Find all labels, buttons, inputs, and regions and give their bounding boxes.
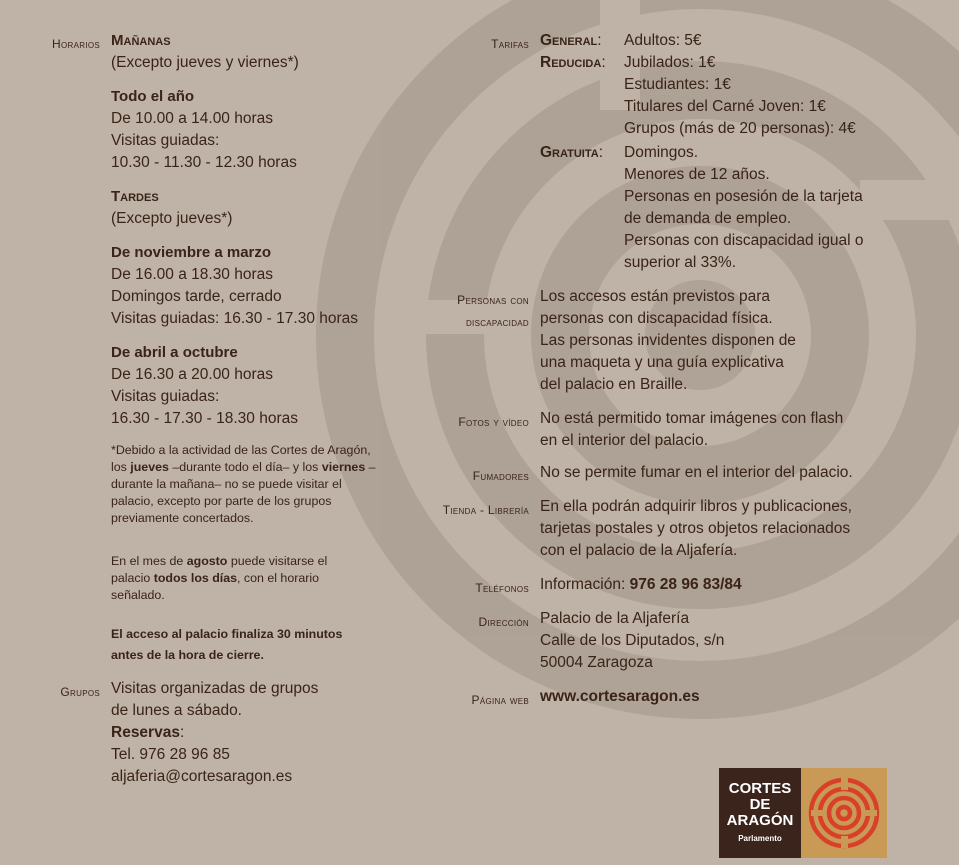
- gratuita-value: superior al 33%.: [624, 254, 737, 271]
- telefonos-value: Información: 976 28 96 83/84: [540, 576, 742, 593]
- reducida-title: Reducida:: [540, 54, 606, 71]
- note-jueves-viernes: *Debido a la actividad de las Cortes de Aragón, los jueves –durante todo el día– y los viernes –durante la mañana– no se puede visitar el palacio, excepto por parte de los grupos previamente concertados.: [111, 443, 376, 525]
- tardes-title: Tardes: [111, 188, 159, 205]
- web-link[interactable]: www.cortesaragon.es: [540, 688, 700, 705]
- logo-line1: CORTES: [728, 780, 792, 797]
- grupos-line1: Visitas organizadas de grupos: [111, 680, 319, 697]
- reducida-value: Titulares del Carné Joven: 1€: [624, 98, 826, 115]
- discapacidad-label-2: discapacidad: [465, 315, 529, 329]
- fumadores-value: No se permite fumar en el interior del palacio.: [540, 464, 853, 481]
- logo-line2: DE: [749, 796, 771, 813]
- discapacidad-value: personas con discapacidad física.: [540, 310, 773, 327]
- gratuita-value: Personas en posesión de la tarjeta: [624, 188, 863, 205]
- todo-ano-title: Todo el año: [111, 88, 195, 105]
- abr-oct-visitas: Visitas guiadas:: [111, 388, 220, 405]
- note-agosto: En el mes de agosto puede visitarse el palacio todos los días, con el horario señalado.: [111, 554, 328, 602]
- fotos-value: No está permitido tomar imágenes con flash: [540, 410, 844, 427]
- abr-oct-title: De abril a octubre: [111, 344, 238, 361]
- logo-text-panel: [719, 768, 801, 858]
- fumadores-label: Fumadores: [472, 469, 529, 483]
- note-acceso: El acceso al palacio finaliza 30 minutos antes de la hora de cierre.: [111, 627, 343, 662]
- mananas-title: Mañanas: [111, 32, 171, 49]
- tienda-value: tarjetas postales y otros objetos relacionados: [540, 520, 851, 537]
- discapacidad-label-1: Personas con: [457, 293, 529, 307]
- gratuita-title: Gratuita:: [540, 144, 604, 161]
- direccion-label: Dirección: [478, 615, 529, 629]
- todo-ano-visitas-times: 10.30 - 11.30 - 12.30 horas: [111, 154, 297, 171]
- abr-oct-hours: De 16.30 a 20.00 horas: [111, 366, 274, 383]
- nov-mar-hours: De 16.00 a 18.30 horas: [111, 266, 274, 283]
- tardes-note: (Excepto jueves*): [111, 210, 233, 227]
- todo-ano-visitas: Visitas guiadas:: [111, 132, 220, 149]
- nov-mar-visitas: Visitas guiadas: 16.30 - 17.30 horas: [111, 310, 359, 327]
- direccion-value: 50004 Zaragoza: [540, 654, 653, 671]
- cortes-aragon-logo: [719, 768, 887, 858]
- direccion-value: Palacio de la Aljafería: [540, 610, 690, 627]
- reservas-tel: Tel. 976 28 96 85: [111, 746, 230, 763]
- gratuita-value: Domingos.: [624, 144, 699, 161]
- general-title: General:: [540, 32, 602, 49]
- horarios-label: Horarios: [52, 37, 100, 51]
- general-value: Adultos: 5€: [624, 32, 702, 49]
- fotos-value: en el interior del palacio.: [540, 432, 709, 449]
- reservas-title: Reservas:: [111, 724, 185, 741]
- reducida-value: Grupos (más de 20 personas): 4€: [624, 120, 856, 137]
- logo-emblem-panel: [801, 768, 887, 858]
- web-label: Página web: [471, 693, 529, 707]
- logo-line4: Parlamento: [738, 834, 782, 843]
- direccion-value: Calle de los Diputados, s/n: [540, 632, 725, 649]
- labyrinth-icon: [801, 768, 887, 858]
- nov-mar-title: De noviembre a marzo: [111, 244, 272, 261]
- grupos-label: Grupos: [60, 685, 100, 699]
- reservas-email: aljaferia@cortesaragon.es: [111, 768, 293, 785]
- discapacidad-value: Los accesos están previstos para: [540, 288, 771, 305]
- gratuita-value: de demanda de empleo.: [624, 210, 792, 227]
- reducida-value: Jubilados: 1€: [624, 54, 716, 71]
- abr-oct-visitas-times: 16.30 - 17.30 - 18.30 horas: [111, 410, 298, 427]
- tienda-value: En ella podrán adquirir libros y publicaciones,: [540, 498, 852, 515]
- reducida-value: Estudiantes: 1€: [624, 76, 731, 93]
- tienda-value: con el palacio de la Aljafería.: [540, 542, 738, 559]
- gratuita-value: Personas con discapacidad igual o: [624, 232, 864, 249]
- nov-mar-sunday: Domingos tarde, cerrado: [111, 288, 282, 305]
- discapacidad-value: Las personas invidentes disponen de: [540, 332, 796, 349]
- discapacidad-value: una maqueta y una guía explicativa: [540, 354, 784, 371]
- grupos-line2: de lunes a sábado.: [111, 702, 242, 719]
- tarifas-label: Tarifas: [491, 37, 529, 51]
- gratuita-value: Menores de 12 años.: [624, 166, 770, 183]
- logo-line3: ARAGÓN: [726, 812, 794, 829]
- todo-ano-hours: De 10.00 a 14.00 horas: [111, 110, 274, 127]
- telefonos-label: Teléfonos: [475, 581, 529, 595]
- tienda-label: Tienda - Librería: [442, 503, 529, 517]
- mananas-note: (Excepto jueves y viernes*): [111, 54, 299, 71]
- fotos-label: Fotos y vídeo: [458, 415, 529, 429]
- discapacidad-value: del palacio en Braille.: [540, 376, 688, 393]
